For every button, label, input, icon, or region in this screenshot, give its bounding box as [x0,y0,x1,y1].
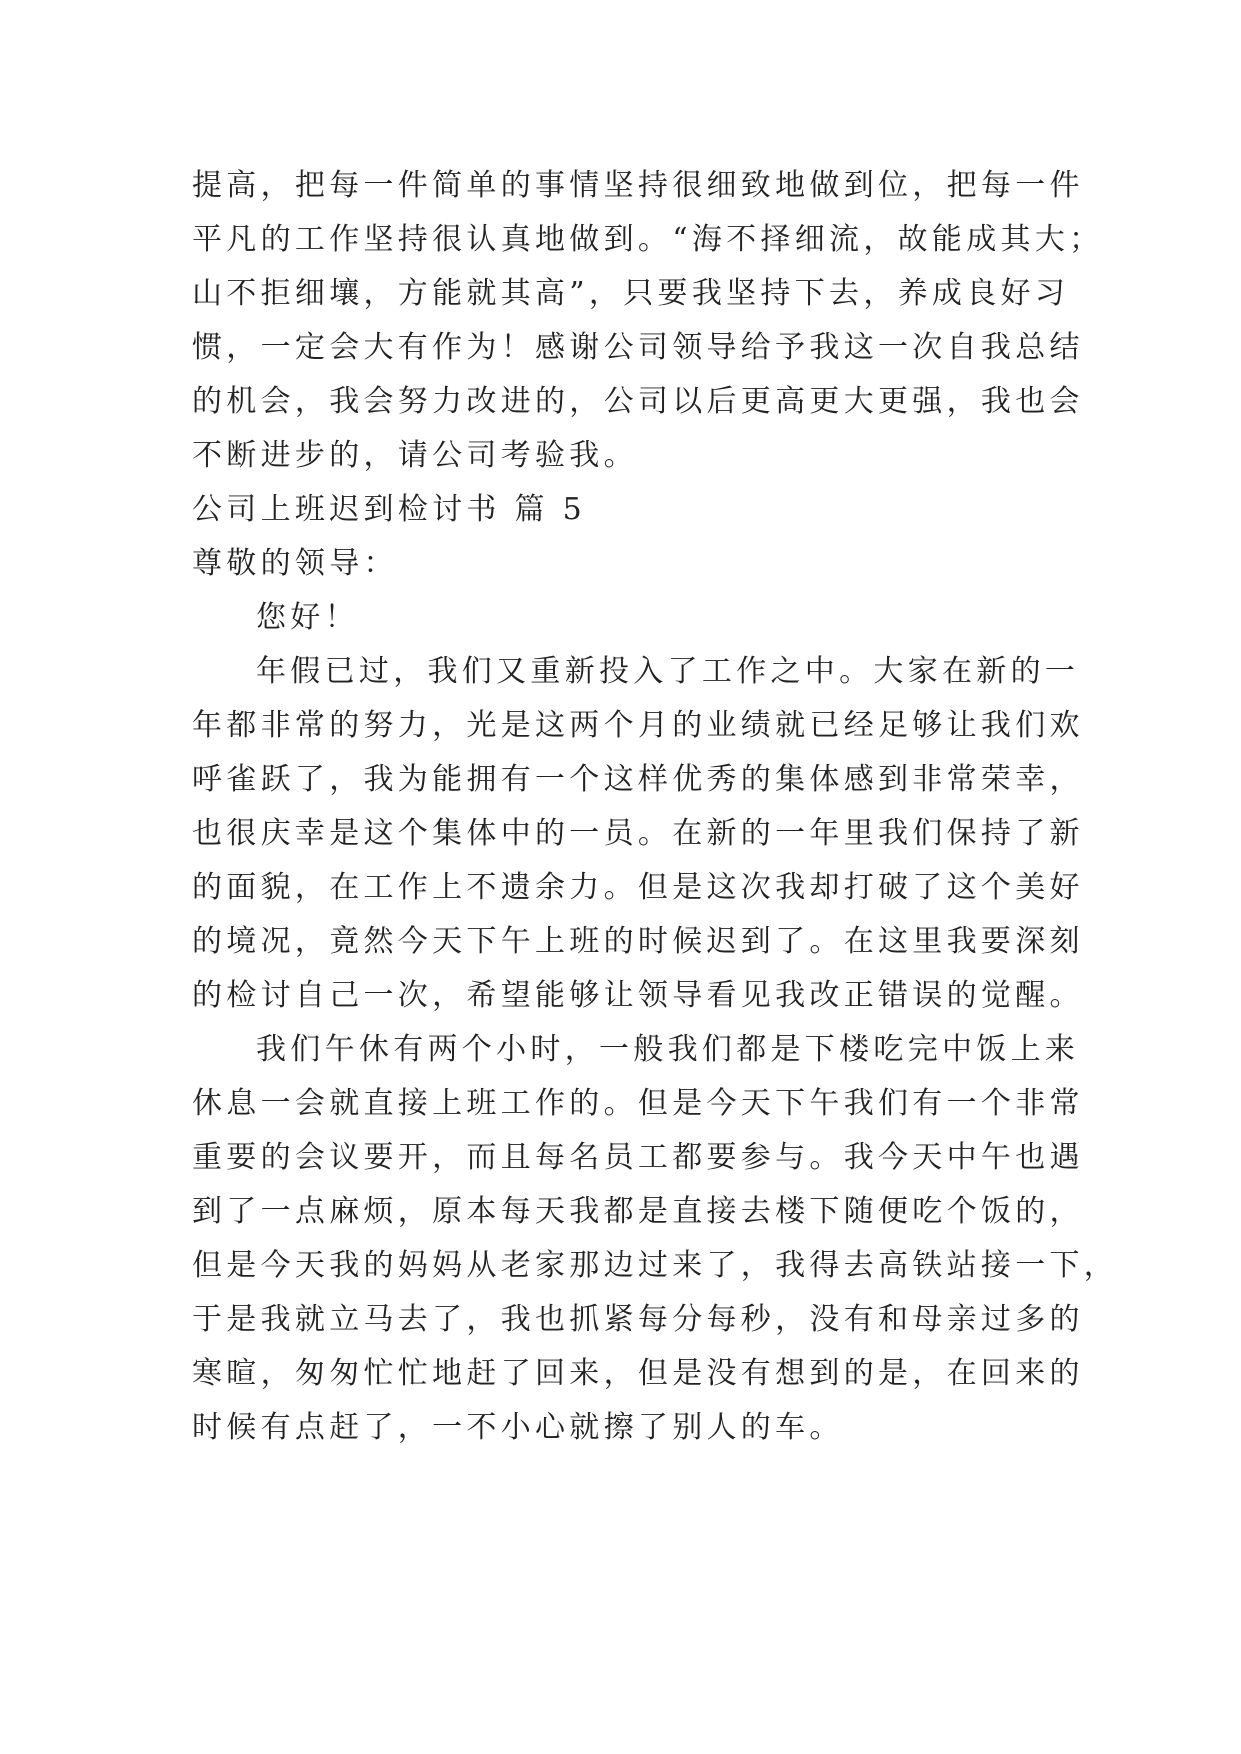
body-text-line: 重要的会议要开，而且每名员工都要参与。我今天中午也遇 [192,1140,1084,1175]
body-text-line: 到了一点麻烦，原本每天我都是直接去楼下随便吃个饭的， [192,1194,1084,1229]
body-text-line: 但是今天我的妈妈从老家那边过来了，我得去高铁站接一下， [192,1248,1119,1283]
body-text-line: 时候有点赶了，一不小心就擦了别人的车。 [192,1410,844,1445]
body-text-line: 平凡的工作坚持很认真地做到。“海不择细流，故能成其大； [192,222,1104,257]
body-text-line: 年都非常的努力，光是这两个月的业绩就已经足够让我们欢 [192,708,1084,743]
body-text-line: 山不拒细壤，方能就其高”，只要我坚持下去，养成良好习 [192,276,1070,311]
body-text-line: 不断进步的，请公司考验我。 [192,438,638,473]
paragraph-start: 我们午休有两个小时，一般我们都是下楼吃完中饭上来 [256,1032,1080,1067]
body-text-line: 的面貌，在工作上不遗余力。但是这次我却打破了这个美好 [192,870,1084,905]
body-text-line: 的机会，我会努力改进的，公司以后更高更大更强，我也会 [192,384,1084,419]
body-text-line: 也很庆幸是这个集体中的一员。在新的一年里我们保持了新 [192,816,1084,851]
body-text-line: 的境况，竟然今天下午上班的时候迟到了。在这里我要深刻 [192,924,1084,959]
greeting: 您好！ [256,600,359,635]
body-text-line: 于是我就立马去了，我也抓紧每分每秒，没有和母亲过多的 [192,1302,1084,1337]
paragraph-start: 年假已过，我们又重新投入了工作之中。大家在新的一 [256,654,1080,689]
body-text-line: 惯，一定会大有作为！感谢公司领导给予我这一次自我总结 [192,330,1084,365]
body-text-line: 休息一会就直接上班工作的。但是今天下午我们有一个非常 [192,1086,1084,1121]
salutation: 尊敬的领导： [192,546,398,581]
section-heading: 公司上班迟到检讨书 篇 5 [192,492,587,527]
body-text-line: 呼雀跃了，我为能拥有一个这样优秀的集体感到非常荣幸， [192,762,1084,797]
body-text-line: 提高，把每一件简单的事情坚持很细致地做到位，把每一件 [192,168,1084,203]
body-text-line: 的检讨自己一次，希望能够让领导看见我改正错误的觉醒。 [192,978,1084,1013]
body-text-line: 寒暄，匆匆忙忙地赶了回来，但是没有想到的是，在回来的 [192,1356,1084,1391]
